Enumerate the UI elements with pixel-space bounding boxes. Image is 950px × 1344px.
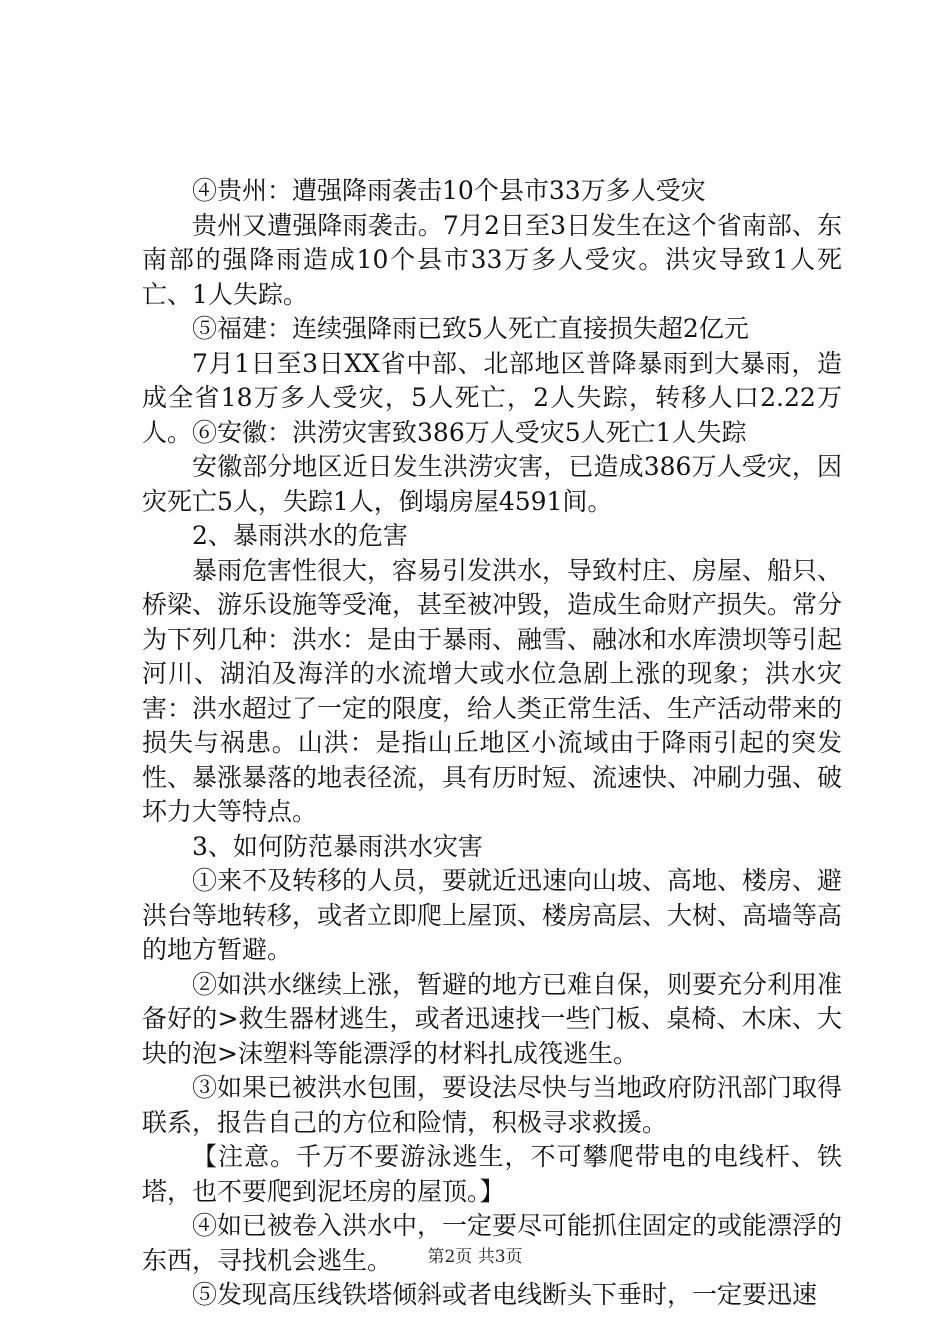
page-footer: 第2页 共3页 <box>427 1247 523 1267</box>
section-heading-prevention: 3、如何防范暴雨洪水灾害 <box>192 831 483 861</box>
warning-note: 【注意。千万不要游泳逃生，不可攀爬带电的电线杆、铁塔，也不要爬到泥坯房的屋顶。】 <box>142 1142 842 1206</box>
heading-guizhou: ④贵州：遭强降雨袭击10个县市33万多人受灾 <box>192 176 706 205</box>
paragraph-anhui: 安徽部分地区近日发生洪涝灾害，已造成386万人受灾，因灾死亡5人，失踪1人，倒塌房屋4591间。 <box>142 452 842 516</box>
paragraph-guizhou: 贵州又遭强降雨袭击。7月2日至3日发生在这个省南部、东南部的强降雨造成10个县市33万多人受灾。洪灾导致1人死亡、1人失踪。 <box>142 210 842 309</box>
list-item-2: ②如洪水继续上涨，暂避的地方已难自保，则要充分利用准备好的>救生器材逃生，或者迅速找一些门板、桌椅、木床、大块的泡>沫塑料等能漂浮的材料扎成筏逃生。 <box>142 969 843 1068</box>
body-text <box>142 174 842 1313</box>
section-heading-hazards: 2、暴雨洪水的危害 <box>192 521 408 550</box>
list-item-5: ⑤发现高压线铁塔倾斜或者电线断头下垂时，一定要迅速 <box>192 1280 818 1309</box>
heading-fujian: ⑤福建：连续强降雨已致5人死亡直接损失超2亿元 <box>192 314 749 343</box>
list-item-1: ①来不及转移的人员，要就近迅速向山坡、高地、楼房、避洪台等地转移，或者立即爬上屋顶、楼房高层、大树、高墙等高的地方暂避。 <box>142 866 843 964</box>
list-item-3: ③如果已被洪水包围，要设法尽快与当地政府防汛部门取得联系，报告自己的方位和险情，积极寻求救援。 <box>142 1073 843 1137</box>
paragraph-fujian: 7月1日至3日XX省中部、北部地区普降暴雨到大暴雨，造成全省18万多人受灾，5人死亡，2人失踪，转移人口2.22万人。⑥安徽：洪涝灾害致386万人受灾5人死亡1人失踪 <box>142 348 842 447</box>
paragraph-hazards: 暴雨危害性很大，容易引发洪水，导致村庄、房屋、船只、桥梁、游乐设施等受淹，甚至被冲毁，造成生命财产损失。常分为下列几种：洪水：是由于暴雨、融雪、融冰和水库溃坝等引起河川、湖泊及海洋的水流增大或水位急剧上涨的现象；洪水灾害：洪水超过了一定的限度，给人类正常生活、生产活动带来的损失与祸患。山洪：是指山丘地区小流域由于降雨引起的突发性、暴涨暴落的地表径流，具有历时短、流速快、冲刷力强、破坏力大等特点。 <box>142 555 843 826</box>
list-item-4: ④如已被卷入洪水中，一定要尽可能抓住固定的或能漂浮的东西，寻找机会逃生。 <box>142 1211 843 1275</box>
